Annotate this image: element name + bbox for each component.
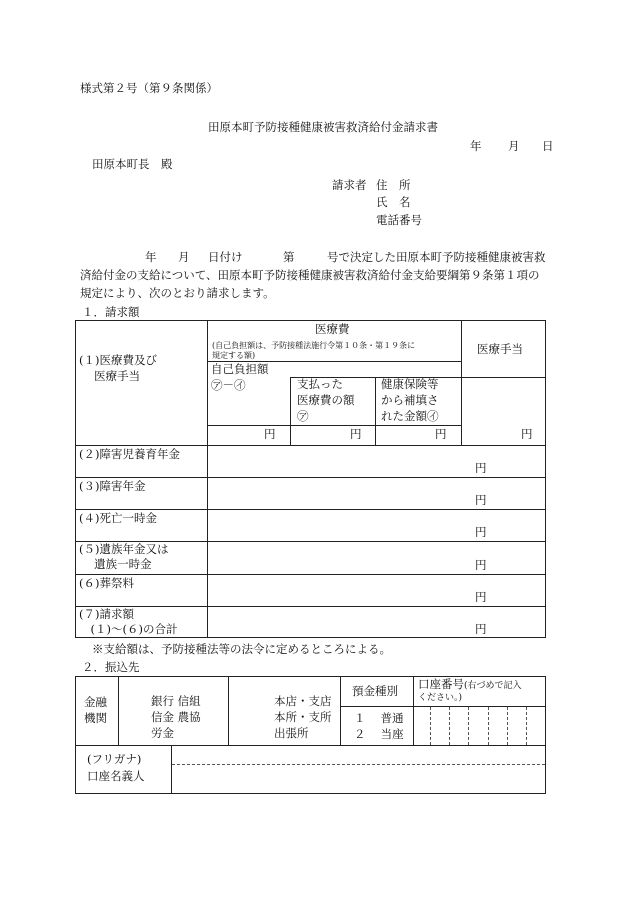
row-label: (７)請求額 (79, 607, 134, 621)
body-line2: 済給付金の支給について、田原本町予防接種健康被害救済給付金支給要綱第９条第１項の (80, 268, 540, 282)
footnote: ※支給額は、予防接種法等の法令に定めるところによる。 (92, 642, 391, 656)
insurance-label-1: 健康保険等 (381, 377, 439, 391)
yen-row7: 円 (475, 622, 487, 636)
institution-label-2: 機関 (84, 711, 107, 725)
yen-row5: 円 (475, 558, 487, 572)
bank-types-1: 銀行 信組 (151, 694, 201, 708)
yen-row2: 円 (475, 461, 487, 475)
row-label: 医療手当 (79, 369, 141, 383)
yen-allowance: 円 (521, 427, 533, 441)
yen-row6: 円 (475, 590, 487, 604)
branch-types-3: 出張所 (274, 726, 309, 740)
allowance-header: 医療手当 (477, 342, 523, 356)
addressee: 田原本町長 殿 (92, 157, 173, 171)
section1-heading: １．請求額 (82, 305, 140, 319)
medical-note-2: 規定する額) (212, 351, 256, 360)
yen-insurance: 円 (435, 427, 447, 441)
medical-header: 医療費 (315, 322, 350, 336)
insurance-label-2: から補填さ (381, 393, 439, 407)
medical-note-1: (自己負担額は、予防接種法施行令第１０条・第１９条に (212, 341, 416, 350)
branch-types-1: 本店・支店 (274, 694, 332, 708)
body-year: 年 (145, 250, 157, 264)
row-label: (５)遺族年金又は (79, 542, 169, 556)
body-decided: 号で決定した田原本町予防接種健康被害救 (327, 250, 546, 264)
section2-heading: ２．振込先 (82, 660, 140, 674)
account-number-note: ください。) (418, 693, 463, 703)
row-label: (１)医療費及び (79, 353, 157, 367)
yen-row3: 円 (475, 493, 487, 507)
self-pay-label: 自己負担額 (211, 362, 269, 376)
account-number-label: 口座番号(右づめで記入 (418, 677, 522, 691)
deposit-type-current: ２ 当座 (354, 727, 404, 741)
account-holder-label: 口座名義人 (87, 769, 145, 783)
claim-amount-table (75, 320, 546, 638)
row-label: (３)障害年金 (79, 479, 146, 493)
yen-paid: 円 (350, 427, 362, 441)
bank-types-3: 労金 (151, 726, 174, 740)
row-label: 遺族一時金 (79, 557, 152, 571)
form-number: 様式第２号（第９条関係） (80, 81, 218, 95)
furigana-label: (フリガナ) (87, 752, 142, 766)
row-label: (１)～(６)の合計 (79, 622, 178, 636)
yen-row4: 円 (475, 525, 487, 539)
self-pay-formula: ㋐－㋑ (211, 378, 246, 392)
yen-self-pay: 円 (264, 427, 276, 441)
date-day: 日 (542, 139, 554, 153)
row-label: (４)死亡一時金 (79, 511, 157, 525)
paid-label-1: 支払った (297, 377, 343, 391)
date-year: 年 (470, 139, 482, 153)
body-month: 月 (178, 250, 190, 264)
row-label: (２)障害児養育年金 (79, 447, 180, 461)
paid-label-3: ㋐ (297, 409, 309, 423)
row-label: (６)葬祭料 (79, 576, 134, 590)
institution-label-1: 金融 (84, 695, 107, 709)
date-month: 月 (508, 139, 520, 153)
insurance-label-3: れた金額㋑ (381, 409, 439, 423)
requester-label: 請求者 (332, 178, 367, 192)
branch-types-2: 本所・支所 (274, 710, 332, 724)
requester-address-label: 住 所 (376, 178, 411, 192)
form-title: 田原本町予防接種健康被害救済給付金請求書 (208, 120, 438, 134)
requester-phone-label: 電話番号 (376, 213, 422, 227)
body-no: 第 (283, 250, 295, 264)
paid-label-2: 医療費の額 (297, 393, 355, 407)
deposit-type-ordinary: １ 普通 (354, 711, 404, 725)
requester-name-label: 氏 名 (376, 195, 411, 209)
bank-types-2: 信金 農協 (151, 710, 201, 724)
body-day-issued: 日付け (208, 250, 243, 264)
body-line3: 規定により、次のとおり請求します。 (80, 286, 275, 300)
bank-transfer-table (75, 676, 546, 794)
deposit-type-label: 預金種別 (352, 684, 398, 698)
